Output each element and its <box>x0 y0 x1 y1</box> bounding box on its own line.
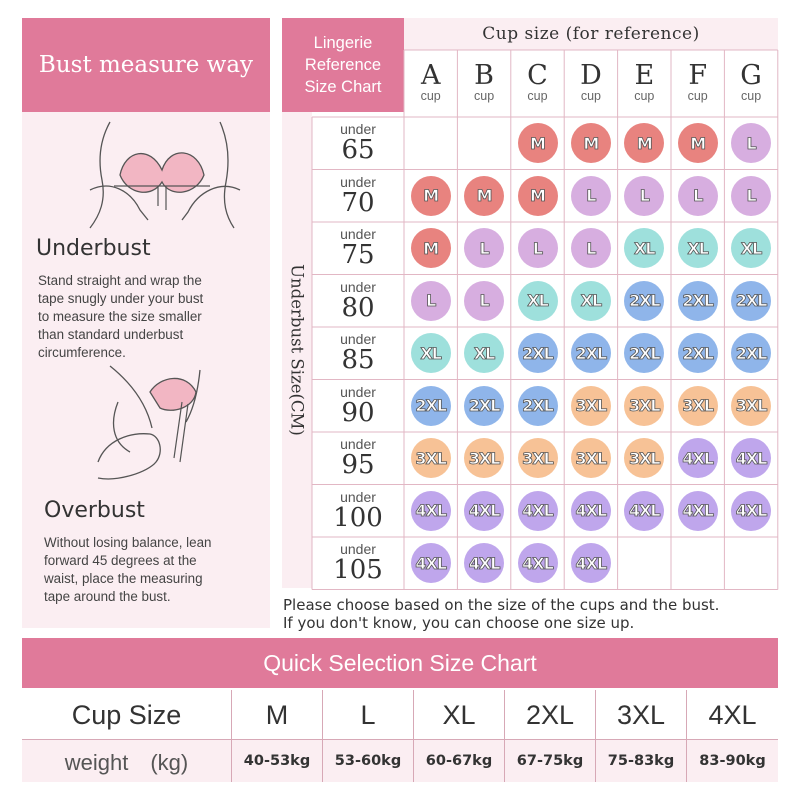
size-badge: 3XL <box>518 438 558 478</box>
size-badge: 3XL <box>731 386 771 426</box>
size-badge: XL <box>571 281 611 321</box>
quick-weight-m: 40-53kg <box>232 740 323 782</box>
cup-letter: A <box>420 60 441 91</box>
band-number: 70 <box>341 187 375 218</box>
cup-word: cup <box>634 89 655 103</box>
size-badge: M <box>518 123 558 163</box>
size-badge: L <box>731 176 771 216</box>
cup-letter: E <box>634 60 655 91</box>
band-size-label <box>313 332 403 374</box>
size-badge: XL <box>731 228 771 268</box>
cup-word: cup <box>687 89 708 103</box>
size-badge: L <box>731 123 771 163</box>
band-number: 105 <box>333 555 383 585</box>
cup-col-g <box>725 62 777 102</box>
underbust-text: Stand straight and wrap the tape snugly under your bust to measure the size smaller than standard underbust circumference. <box>38 273 204 360</box>
quick-size-4xl: 4XL <box>708 699 757 730</box>
size-badge: XL <box>411 333 451 373</box>
size-badge: 4XL <box>678 491 718 531</box>
size-badge: M <box>411 176 451 216</box>
size-badge: 4XL <box>624 491 664 531</box>
cup-letter: C <box>527 60 548 91</box>
size-badge: 2XL <box>678 281 718 321</box>
band-size-label <box>313 437 403 479</box>
quick-size-xl: XL <box>414 690 505 740</box>
band-number: 100 <box>333 502 383 533</box>
size-badge: L <box>571 228 611 268</box>
size-badge: 2XL <box>571 333 611 373</box>
overbust-text: Without losing balance, lean forward 45 degrees at the waist, place the measuring tape around the bust. <box>44 535 212 604</box>
size-badge: 3XL <box>571 438 611 478</box>
size-badge: XL <box>464 333 504 373</box>
overbust-title: Overbust <box>44 498 145 523</box>
size-badge: L <box>678 176 718 216</box>
cup-col-e <box>618 62 670 102</box>
size-badge: L <box>624 176 664 216</box>
underbust-axis-label: Underbust Size(CM) <box>287 264 307 436</box>
size-badge: 3XL <box>464 438 504 478</box>
band-size-label <box>313 490 403 532</box>
band-number: 90 <box>341 397 375 428</box>
cup-letter: D <box>580 60 602 91</box>
size-badge: 3XL <box>411 438 451 478</box>
cup-letter: F <box>688 60 708 91</box>
quick-size-m: M <box>232 690 323 740</box>
size-chart-header: Lingerie Reference Size Chart <box>282 18 404 112</box>
size-badge: 2XL <box>411 386 451 426</box>
size-badge: 4XL <box>411 491 451 531</box>
under-word: under <box>340 173 376 190</box>
cup-word: cup <box>474 89 495 103</box>
quick-chart-title: Quick Selection Size Chart <box>22 638 778 688</box>
size-badge: L <box>464 281 504 321</box>
size-badge: 2XL <box>518 333 558 373</box>
quick-weight-4xl: 83-90kg <box>699 753 766 769</box>
size-badge: XL <box>624 228 664 268</box>
quick-size-2xl: 2XL <box>505 690 596 740</box>
size-badge: 2XL <box>624 333 664 373</box>
underbust-title: Underbust <box>36 236 151 261</box>
note-line-1: Please choose based on the size of the cups and the bust. <box>283 596 720 614</box>
measure-guide-title: Bust measure way <box>22 18 270 112</box>
size-badge: 4XL <box>411 543 451 583</box>
size-badge: 3XL <box>624 386 664 426</box>
size-badge: 2XL <box>464 386 504 426</box>
band-size-label <box>313 122 403 164</box>
under-word: under <box>340 541 376 557</box>
quick-weight-xl: 60-67kg <box>414 740 505 782</box>
size-badge: 4XL <box>731 438 771 478</box>
under-word: under <box>340 278 376 295</box>
cup-col-f <box>672 62 724 102</box>
quick-weight-3xl: 75-83kg <box>596 740 687 782</box>
band-number: 65 <box>341 135 375 165</box>
size-badge: 4XL <box>571 543 611 583</box>
size-badge: 3XL <box>624 438 664 478</box>
cup-letter: B <box>474 60 495 91</box>
cup-col-b <box>458 62 510 102</box>
under-word: under <box>340 436 376 452</box>
cup-col-c <box>512 62 564 102</box>
size-badge: L <box>571 176 611 216</box>
quick-weight-2xl: 67-75kg <box>505 740 596 782</box>
size-badge: M <box>624 123 664 163</box>
under-word: under <box>340 383 376 400</box>
cup-col-d <box>565 62 617 102</box>
size-badge: M <box>411 228 451 268</box>
cup-size-caption: Cup size (for reference) <box>404 18 778 50</box>
size-badge: 4XL <box>571 491 611 531</box>
size-badge: 3XL <box>571 386 611 426</box>
size-badge: 2XL <box>518 386 558 426</box>
band-size-label <box>313 280 403 322</box>
cup-word: cup <box>420 89 441 103</box>
cup-word: cup <box>580 89 601 103</box>
band-number: 85 <box>341 345 375 375</box>
band-number: 75 <box>341 240 375 270</box>
size-badge: 2XL <box>731 333 771 373</box>
size-badge: 3XL <box>678 386 718 426</box>
size-badge: 4XL <box>518 543 558 583</box>
size-badge: L <box>464 228 504 268</box>
cup-word: cup <box>527 89 548 103</box>
band-number: 80 <box>341 292 375 323</box>
under-word: under <box>340 121 376 137</box>
quick-size-l: L <box>323 690 414 740</box>
under-word: under <box>340 331 376 347</box>
band-size-label <box>313 227 403 269</box>
size-badge: M <box>464 176 504 216</box>
size-badge: 4XL <box>678 438 718 478</box>
cup-word: cup <box>741 89 762 103</box>
size-badge: 4XL <box>731 491 771 531</box>
band-size-label <box>313 385 403 427</box>
weight-label: weight (kg) <box>22 740 232 782</box>
size-badge: 2XL <box>624 281 664 321</box>
cup-col-a <box>405 62 457 102</box>
size-badge: M <box>571 123 611 163</box>
size-badge: 2XL <box>678 333 718 373</box>
size-badge: M <box>678 123 718 163</box>
cup-letter: G <box>740 60 762 91</box>
size-badge: XL <box>518 281 558 321</box>
size-badge: 4XL <box>464 491 504 531</box>
size-badge: 4XL <box>464 543 504 583</box>
size-badge: 4XL <box>518 491 558 531</box>
band-number: 95 <box>341 450 375 480</box>
size-badge: L <box>518 228 558 268</box>
quick-weight-l: 53-60kg <box>323 740 414 782</box>
note-line-2: If you don't know, you can choose one size up. <box>283 614 635 632</box>
under-word: under <box>340 488 376 505</box>
size-badge: XL <box>678 228 718 268</box>
cup-size-label: Cup Size <box>22 690 232 740</box>
size-badge: 2XL <box>731 281 771 321</box>
size-badge: L <box>411 281 451 321</box>
size-badge: M <box>518 176 558 216</box>
under-word: under <box>340 226 376 242</box>
band-size-label <box>313 542 403 584</box>
band-size-label <box>313 175 403 217</box>
quick-size-3xl: 3XL <box>596 690 687 740</box>
